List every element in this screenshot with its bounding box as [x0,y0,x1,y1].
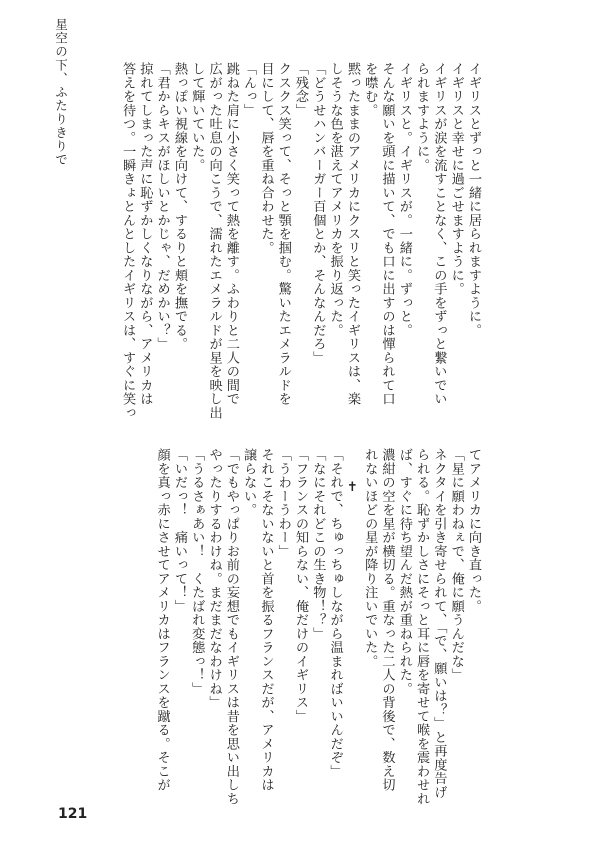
upper-text-block [119,62,482,420]
text-line: イギリスが涙を流すことなく、この手をずっと繋いでい [431,62,447,406]
text-line: 「残念」 [293,62,309,117]
text-line: クスクス笑って、そっと顎を掴む。驚いたエメラルドを [275,62,291,406]
page-number: 121 [58,806,88,822]
lower-text-block [153,448,482,806]
text-line: そんな願いを頭に描いて、でも口に出すのは憚られて口 [379,62,395,406]
text-line: 掠れてしまった声に恥ずかしくなりながら、アメリカは [137,62,153,406]
text-line: られる。恥ずかしさにそっと耳に唇を寄せて喉を震わせれ [414,448,430,806]
text-line: イギリスと。イギリスが。一緒に。ずっと。 [396,62,412,337]
text-line: られますように。 [414,62,430,172]
text-line: しそうな色を湛えてアメリカを振り返った。 [327,62,343,337]
text-line: 黙ったままのアメリカにクスリと笑ったイギリスは、楽 [344,62,360,406]
text-line: イギリスとずっと一緒に居られますように。 [466,62,481,337]
text-line: てアメリカに向き直った。 [466,448,481,613]
text-line: やったりするわけね。まだまだなわけね」 [206,448,222,710]
text-line: を噤む。 [362,62,378,117]
text-line: 「フランスの知らない、俺だけのイギリス」 [293,448,309,723]
text-line: 「どうせハンバーガー百個とか、そんなんだろ」 [310,62,326,365]
text-line: 「それで、ちゅっちゅしながら温まればいいんだぞ」 [327,448,343,778]
text-line: 答えを待つ。一瞬きょとんとしたイギリスは、すぐに笑っ [120,62,136,420]
text-line: 「星に願わねぇで、俺に願うんだな」 [448,448,464,682]
text-line: 跳ねた肩に小さく笑って熱を離す。ふわりと二人の間で [223,62,239,406]
text-line: 熱っぽい視線を向けて、するりと頬を撫でる。 [171,62,187,351]
text-line: 「んっ」 [241,62,257,117]
text-line: イギリスと幸せに過ごせますように。 [448,62,464,296]
text-line: それこそないないと首を振るフランスだが、アメリカは [258,448,274,792]
text-line: 「なにそれどこの生き物！？」 [310,448,326,641]
text-line: ば、すぐに待ち望んだ熱が重ねられた。 [396,448,412,696]
text-line: ネクタイを引き寄せられて、「で、願いは？」と再度告げ [431,448,447,799]
text-line: 「うわーうわー」 [275,448,291,558]
text-line: 「うるさぁあい！ くたばれ変態っ！」 [189,448,205,696]
text-line: 「でもやっぱりお前の妄想でもイギリスは昔を思い出しち [223,448,239,806]
text-line: 目にして、唇を重ね合わせた。 [258,62,274,255]
text-line: 譲らない。 [241,448,257,517]
text-line: 濃紺の空を星が横切る。重なった二人の背後で、数え切 [379,448,395,792]
text-line: して輝いていた。 [189,62,205,172]
text-line: 「いだっ！ 痛いって！」 [171,448,187,613]
text-line: 広がった吐息の向こうで、濡れたエメラルドが星を映し出 [206,62,222,420]
scene-separator: ✝ [344,480,360,496]
running-head: 星空の下、ふたりきりで [53,18,69,167]
text-line: れないほどの星が降り注いでいた。 [362,448,378,668]
text-line: 顔を真っ赤にさせてアメリカはフランスを蹴る。そこが [154,448,170,792]
text-line: 「君からキスがほしいとかじゃ、だめかい？」 [154,62,170,351]
